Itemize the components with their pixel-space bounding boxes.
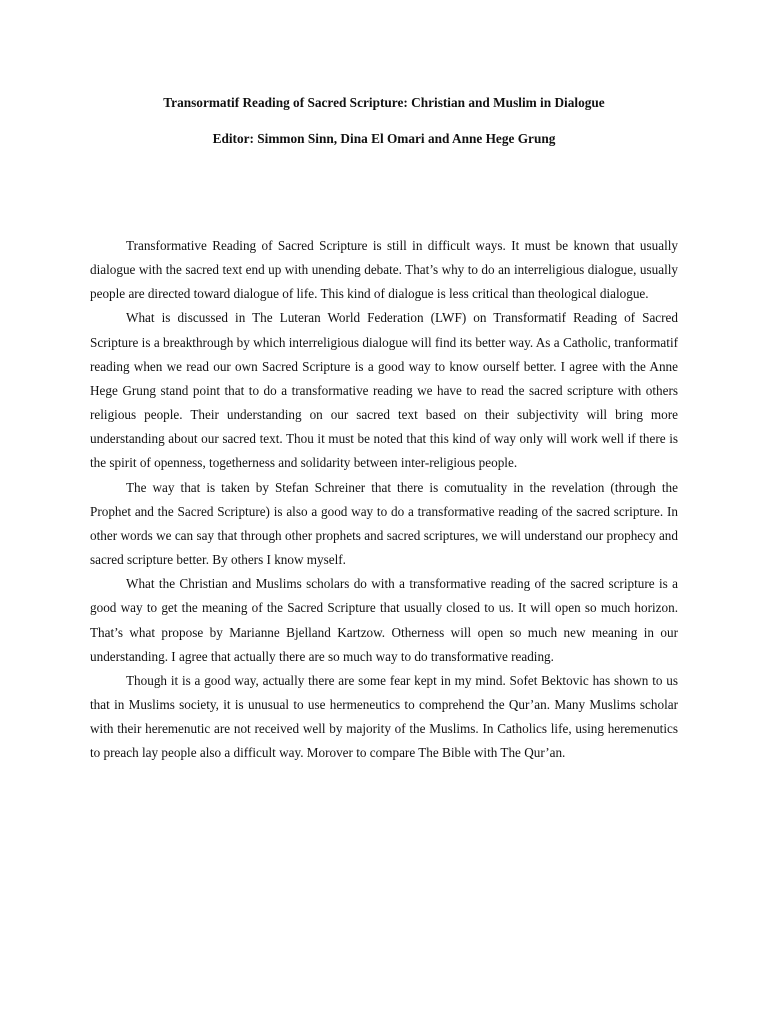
paragraph-4: What the Christian and Muslims scholars do with a transformative reading of the sacred scripture is a good way to get the meaning of the Sacred Scripture that usually closed to us. It will open so much horizon. That’s what propose by Marianne Bjelland Kartzow. Otherness will open so much new meaning in our understanding. I agree that actually there are so much way to do transformative reading. (90, 576, 678, 664)
document-body (90, 234, 678, 765)
document-editor-line: Editor: Simmon Sinn, Dina El Omari and Anne Hege Grung (212, 131, 556, 146)
paragraph-3: The way that is taken by Stefan Schreiner that there is comutuality in the revelation (through the Prophet and the Sacred Scripture) is also a good way to do a transformative reading of the sacred scripture. In other words we can say that through other prophets and sacred scriptures, we will understand our prophecy and sacred scripture better. By others I know myself. (90, 479, 678, 568)
paragraph-1: Transformative Reading of Sacred Scripture is still in difficult ways. It must be known that usually dialogue with the sacred text end up with unending debate. That’s why to do an interreligious dialogue, usually people are directed toward dialogue of life. This kind of dialogue is less critical than theological dialogue. (90, 238, 678, 302)
paragraph-2: What is discussed in The Luteran World Federation (LWF) on Transformatif Reading of Sacred Scripture is a breakthrough by which interreligious dialogue will find its better way. As a Catholic, tranformatif reading when we read our own Sacred Scripture is a good way to know ourself better. I agree with the Anne Hege Grung stand point that to do a transformative reading we have to read the sacred scripture with others religious people. Their understanding on our sacred text based on their subjectivity will bring more understanding about our sacred text. Thou it must be noted that this kind of way only will work well if there is the spirit of openness, togetherness and solidarity between inter-religious people. (90, 310, 678, 471)
paragraph-5: Though it is a good way, actually there are some fear kept in my mind. Sofet Bektovic has shown to us that in Muslims society, it is unusual to use hermeneutics to comprehend the Qur’an. Many Muslims scholar with their heremenutic are not received well by majority of the Muslims. In Catholics life, using heremenutics to preach lay people also a difficult way. Morover to compare The Bible with The Qur’an. (90, 672, 678, 761)
document-title: Transormatif Reading of Sacred Scripture: Christian and Muslim in Dialogue (163, 95, 605, 110)
